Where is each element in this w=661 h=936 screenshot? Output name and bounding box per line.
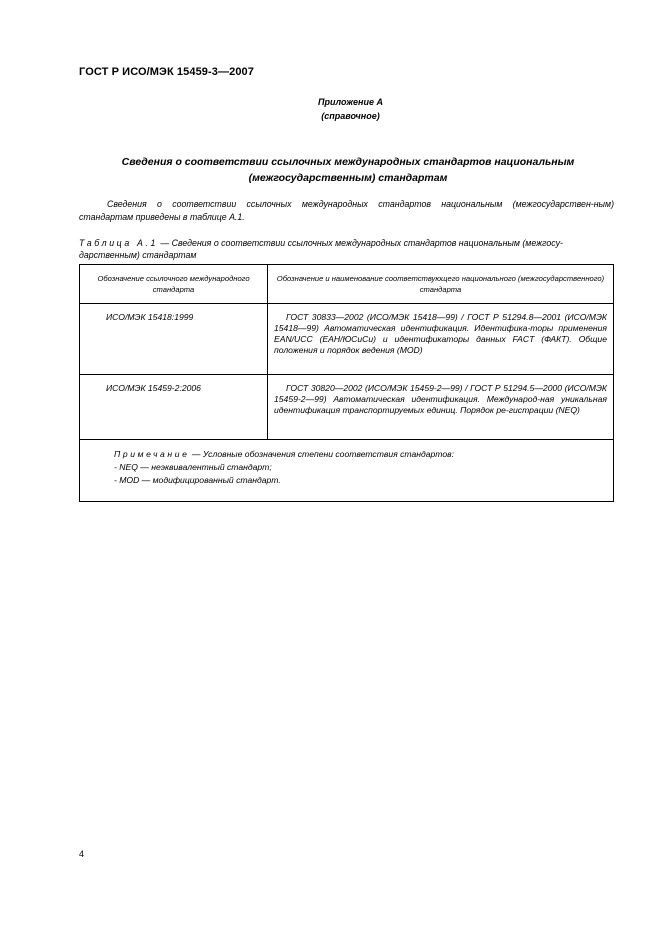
- section-title-line-1: Сведения о соответствии ссылочных международных стандартов национальным: [121, 156, 575, 168]
- page-number: 4: [79, 849, 85, 859]
- appendix-heading: [0, 95, 661, 123]
- document-code: ГОСТ Р ИСО/МЭК 15459-3—2007: [79, 66, 254, 78]
- national-standard-cell: ГОСТ 30820—2002 (ИСО/МЭК 15459-2—99) / ГОСТ Р 51294.5—2000 (ИСО/МЭК 15459-2—99) Автоматическая идентификация. Международ-ная уникальная идентификация транспортируемых единиц. Порядок ре-гистрации (NEQ): [268, 375, 614, 440]
- table-caption: [79, 237, 614, 261]
- note-line: [114, 448, 607, 461]
- note-item-mod: - MOD — модифицированный стандарт.: [114, 475, 281, 485]
- note-label: Примечание: [114, 449, 190, 459]
- table-row: [80, 375, 614, 440]
- intro-paragraph: Сведения о соответствии ссылочных международных стандартов национальным (межгосударствен-ным) стандартам приведены в таблице А.1.: [79, 199, 614, 222]
- section-title: [88, 154, 608, 186]
- note-item-neq: - NEQ — неэквивалентный стандарт;: [114, 462, 272, 472]
- reference-standard-cell: ИСО/МЭК 15459-2:2006: [80, 375, 268, 440]
- table-row: [80, 304, 614, 375]
- reference-standard-cell: ИСО/МЭК 15418:1999: [80, 304, 268, 375]
- appendix-subtitle: (справочное): [321, 111, 380, 121]
- header-national-standard: Обозначение и наименование соответствующего национального (межгосударственного) стандарта: [268, 265, 614, 304]
- table-notes: [80, 440, 614, 502]
- table-header-row: [80, 265, 614, 304]
- table-caption-label: Таблица А.1: [79, 238, 158, 248]
- table-caption-text: — Сведения о соответствии ссылочных международных стандартов национальным (межгосу-дарственным) стандартам: [79, 238, 563, 260]
- standards-table: [79, 264, 614, 502]
- note-text: — Условные обозначения степени соответствия стандартов:: [189, 449, 455, 459]
- section-title-line-2: (межгосударственным) стандартам: [248, 172, 448, 184]
- appendix-title: Приложение А: [318, 97, 383, 107]
- national-standard-cell: ГОСТ 30833—2002 (ИСО/МЭК 15418—99) / ГОСТ Р 51294.8—2001 (ИСО/МЭК 15418—99) Автоматическая идентификация. Идентифика-торы применения EAN/UCC (ЕАН/ЮСиСи) и идентификаторы данных FACT (ФАКТ). Общие положения и порядок ведения (MOD): [268, 304, 614, 375]
- header-reference-standard: Обозначение ссылочного международного стандарта: [80, 265, 268, 304]
- table-notes-row: [80, 440, 614, 502]
